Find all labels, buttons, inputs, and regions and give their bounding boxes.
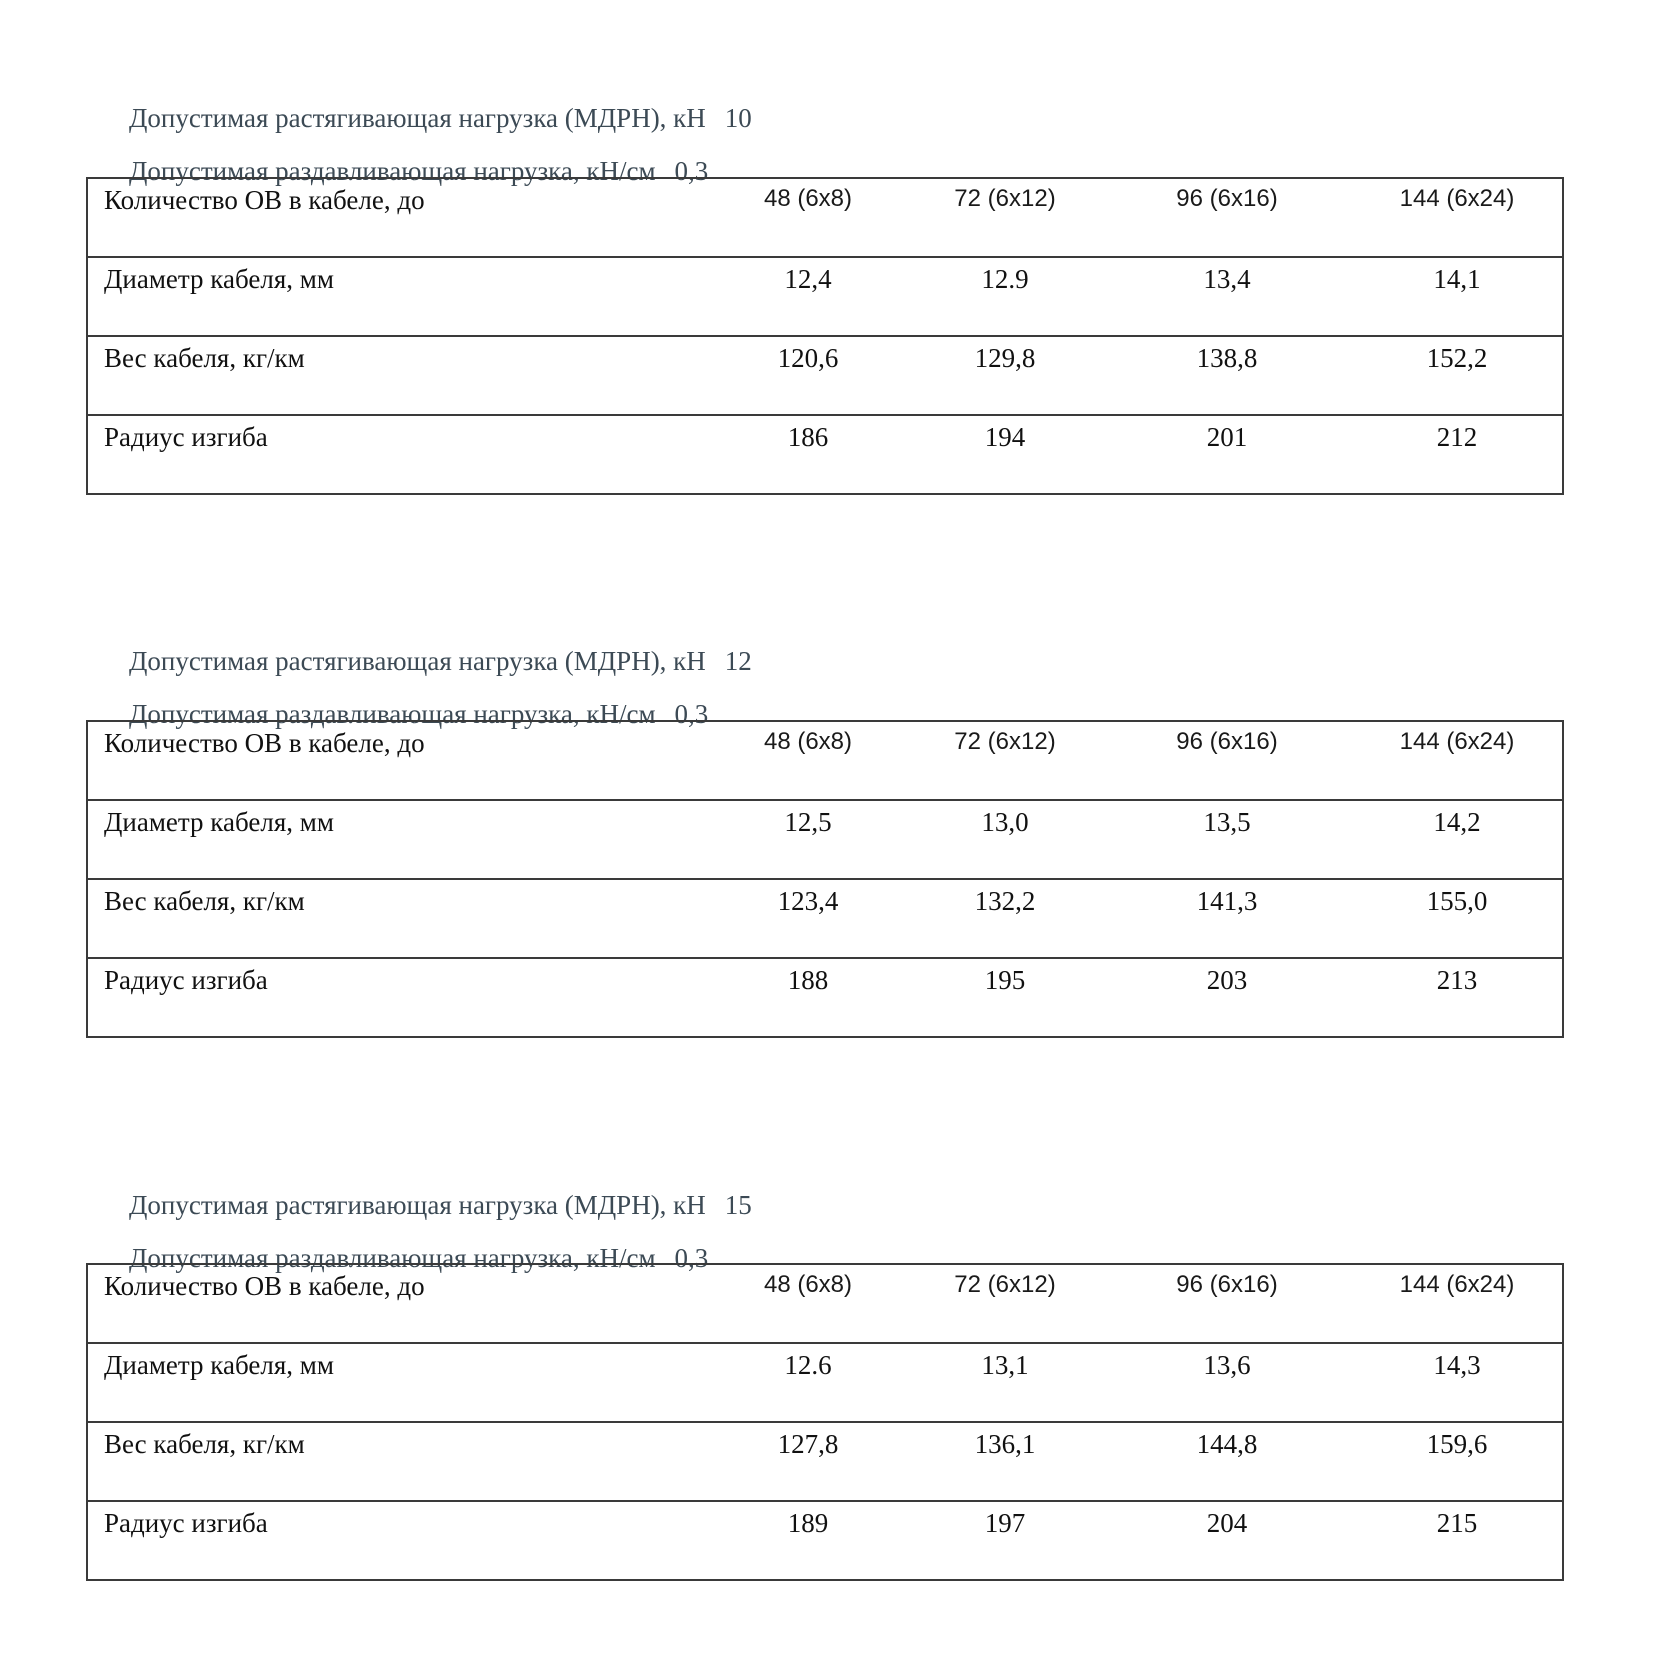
fiber-count-96: 96 (6x16)	[1102, 721, 1352, 800]
cell-value: 186	[708, 415, 908, 494]
fiber-count-72: 72 (6x12)	[908, 721, 1102, 800]
fiber-count-48: 48 (6x8)	[708, 721, 908, 800]
cell-value: 12.9	[908, 257, 1102, 336]
table-header-row	[87, 178, 1563, 257]
table-row	[87, 415, 1563, 494]
fiber-count-72: 72 (6x12)	[908, 178, 1102, 257]
cell-value: 203	[1102, 958, 1352, 1037]
table-row	[87, 336, 1563, 415]
fiber-count-72: 72 (6x12)	[908, 1264, 1102, 1343]
fiber-count-144: 144 (6x24)	[1352, 721, 1563, 800]
cell-value: 13,0	[908, 800, 1102, 879]
row-label: Диаметр кабеля, мм	[87, 1343, 708, 1422]
table-row	[87, 257, 1563, 336]
table-header-row	[87, 721, 1563, 800]
fiber-count-48: 48 (6x8)	[708, 178, 908, 257]
row-label: Вес кабеля, кг/км	[87, 1422, 708, 1501]
cell-value: 14,1	[1352, 257, 1563, 336]
cell-value: 12,4	[708, 257, 908, 336]
row-label: Радиус изгиба	[87, 415, 708, 494]
crush-load-value: 0,3	[674, 699, 709, 729]
tensile-load-value: 10	[724, 103, 752, 133]
row-label: Диаметр кабеля, мм	[87, 800, 708, 879]
cell-value: 13,6	[1102, 1343, 1352, 1422]
cell-value: 159,6	[1352, 1422, 1563, 1501]
tensile-load-label: Допустимая растягивающая нагрузка (МДРН), кН	[129, 646, 706, 676]
cell-value: 213	[1352, 958, 1563, 1037]
fiber-count-label: Количество ОВ в кабеле, до	[87, 1264, 708, 1343]
cell-value: 132,2	[908, 879, 1102, 958]
row-label: Вес кабеля, кг/км	[87, 879, 708, 958]
cell-value: 13,4	[1102, 257, 1352, 336]
crush-load-label: Допустимая раздавливающая нагрузка, кН/см	[129, 699, 656, 729]
fiber-count-label: Количество ОВ в кабеле, до	[87, 721, 708, 800]
table-row	[87, 1422, 1563, 1501]
table-row	[87, 800, 1563, 879]
cell-value: 12,5	[708, 800, 908, 879]
fiber-count-144: 144 (6x24)	[1352, 178, 1563, 257]
table-row	[87, 1501, 1563, 1580]
cell-value: 204	[1102, 1501, 1352, 1580]
table-row	[87, 879, 1563, 958]
cell-value: 129,8	[908, 336, 1102, 415]
fiber-count-96: 96 (6x16)	[1102, 1264, 1352, 1343]
tensile-load-label: Допустимая растягивающая нагрузка (МДРН), кН	[129, 1190, 706, 1220]
cell-value: 12.6	[708, 1343, 908, 1422]
row-label: Радиус изгиба	[87, 958, 708, 1037]
cell-value: 138,8	[1102, 336, 1352, 415]
table-row	[87, 958, 1563, 1037]
cell-value: 215	[1352, 1501, 1563, 1580]
cell-value: 144,8	[1102, 1422, 1352, 1501]
cell-value: 189	[708, 1501, 908, 1580]
crush-load-value: 0,3	[674, 156, 709, 186]
cell-value: 155,0	[1352, 879, 1563, 958]
fiber-count-48: 48 (6x8)	[708, 1264, 908, 1343]
cell-value: 194	[908, 415, 1102, 494]
cell-value: 188	[708, 958, 908, 1037]
crush-load-value: 0,3	[674, 1243, 709, 1273]
row-label: Вес кабеля, кг/км	[87, 336, 708, 415]
crush-load-label: Допустимая раздавливающая нагрузка, кН/см	[129, 156, 656, 186]
cell-value: 201	[1102, 415, 1352, 494]
cell-value: 14,2	[1352, 800, 1563, 879]
cell-value: 197	[908, 1501, 1102, 1580]
cell-value: 195	[908, 958, 1102, 1037]
table-header-row	[87, 1264, 1563, 1343]
cell-value: 212	[1352, 415, 1563, 494]
cell-value: 14,3	[1352, 1343, 1563, 1422]
cell-value: 13,1	[908, 1343, 1102, 1422]
cell-value: 123,4	[708, 879, 908, 958]
spec-table	[86, 1263, 1564, 1581]
cell-value: 152,2	[1352, 336, 1563, 415]
tensile-load-label: Допустимая растягивающая нагрузка (МДРН), кН	[129, 103, 706, 133]
crush-load-label: Допустимая раздавливающая нагрузка, кН/см	[129, 1243, 656, 1273]
cell-value: 127,8	[708, 1422, 908, 1501]
cell-value: 13,5	[1102, 800, 1352, 879]
cell-value: 141,3	[1102, 879, 1352, 958]
fiber-count-96: 96 (6x16)	[1102, 178, 1352, 257]
row-label: Диаметр кабеля, мм	[87, 257, 708, 336]
table-row	[87, 1343, 1563, 1422]
tensile-load-value: 12	[724, 646, 752, 676]
cell-value: 120,6	[708, 336, 908, 415]
spec-table	[86, 720, 1564, 1038]
spec-table	[86, 177, 1564, 495]
row-label: Радиус изгиба	[87, 1501, 708, 1580]
fiber-count-144: 144 (6x24)	[1352, 1264, 1563, 1343]
fiber-count-label: Количество ОВ в кабеле, до	[87, 178, 708, 257]
tensile-load-value: 15	[724, 1190, 752, 1220]
cell-value: 136,1	[908, 1422, 1102, 1501]
